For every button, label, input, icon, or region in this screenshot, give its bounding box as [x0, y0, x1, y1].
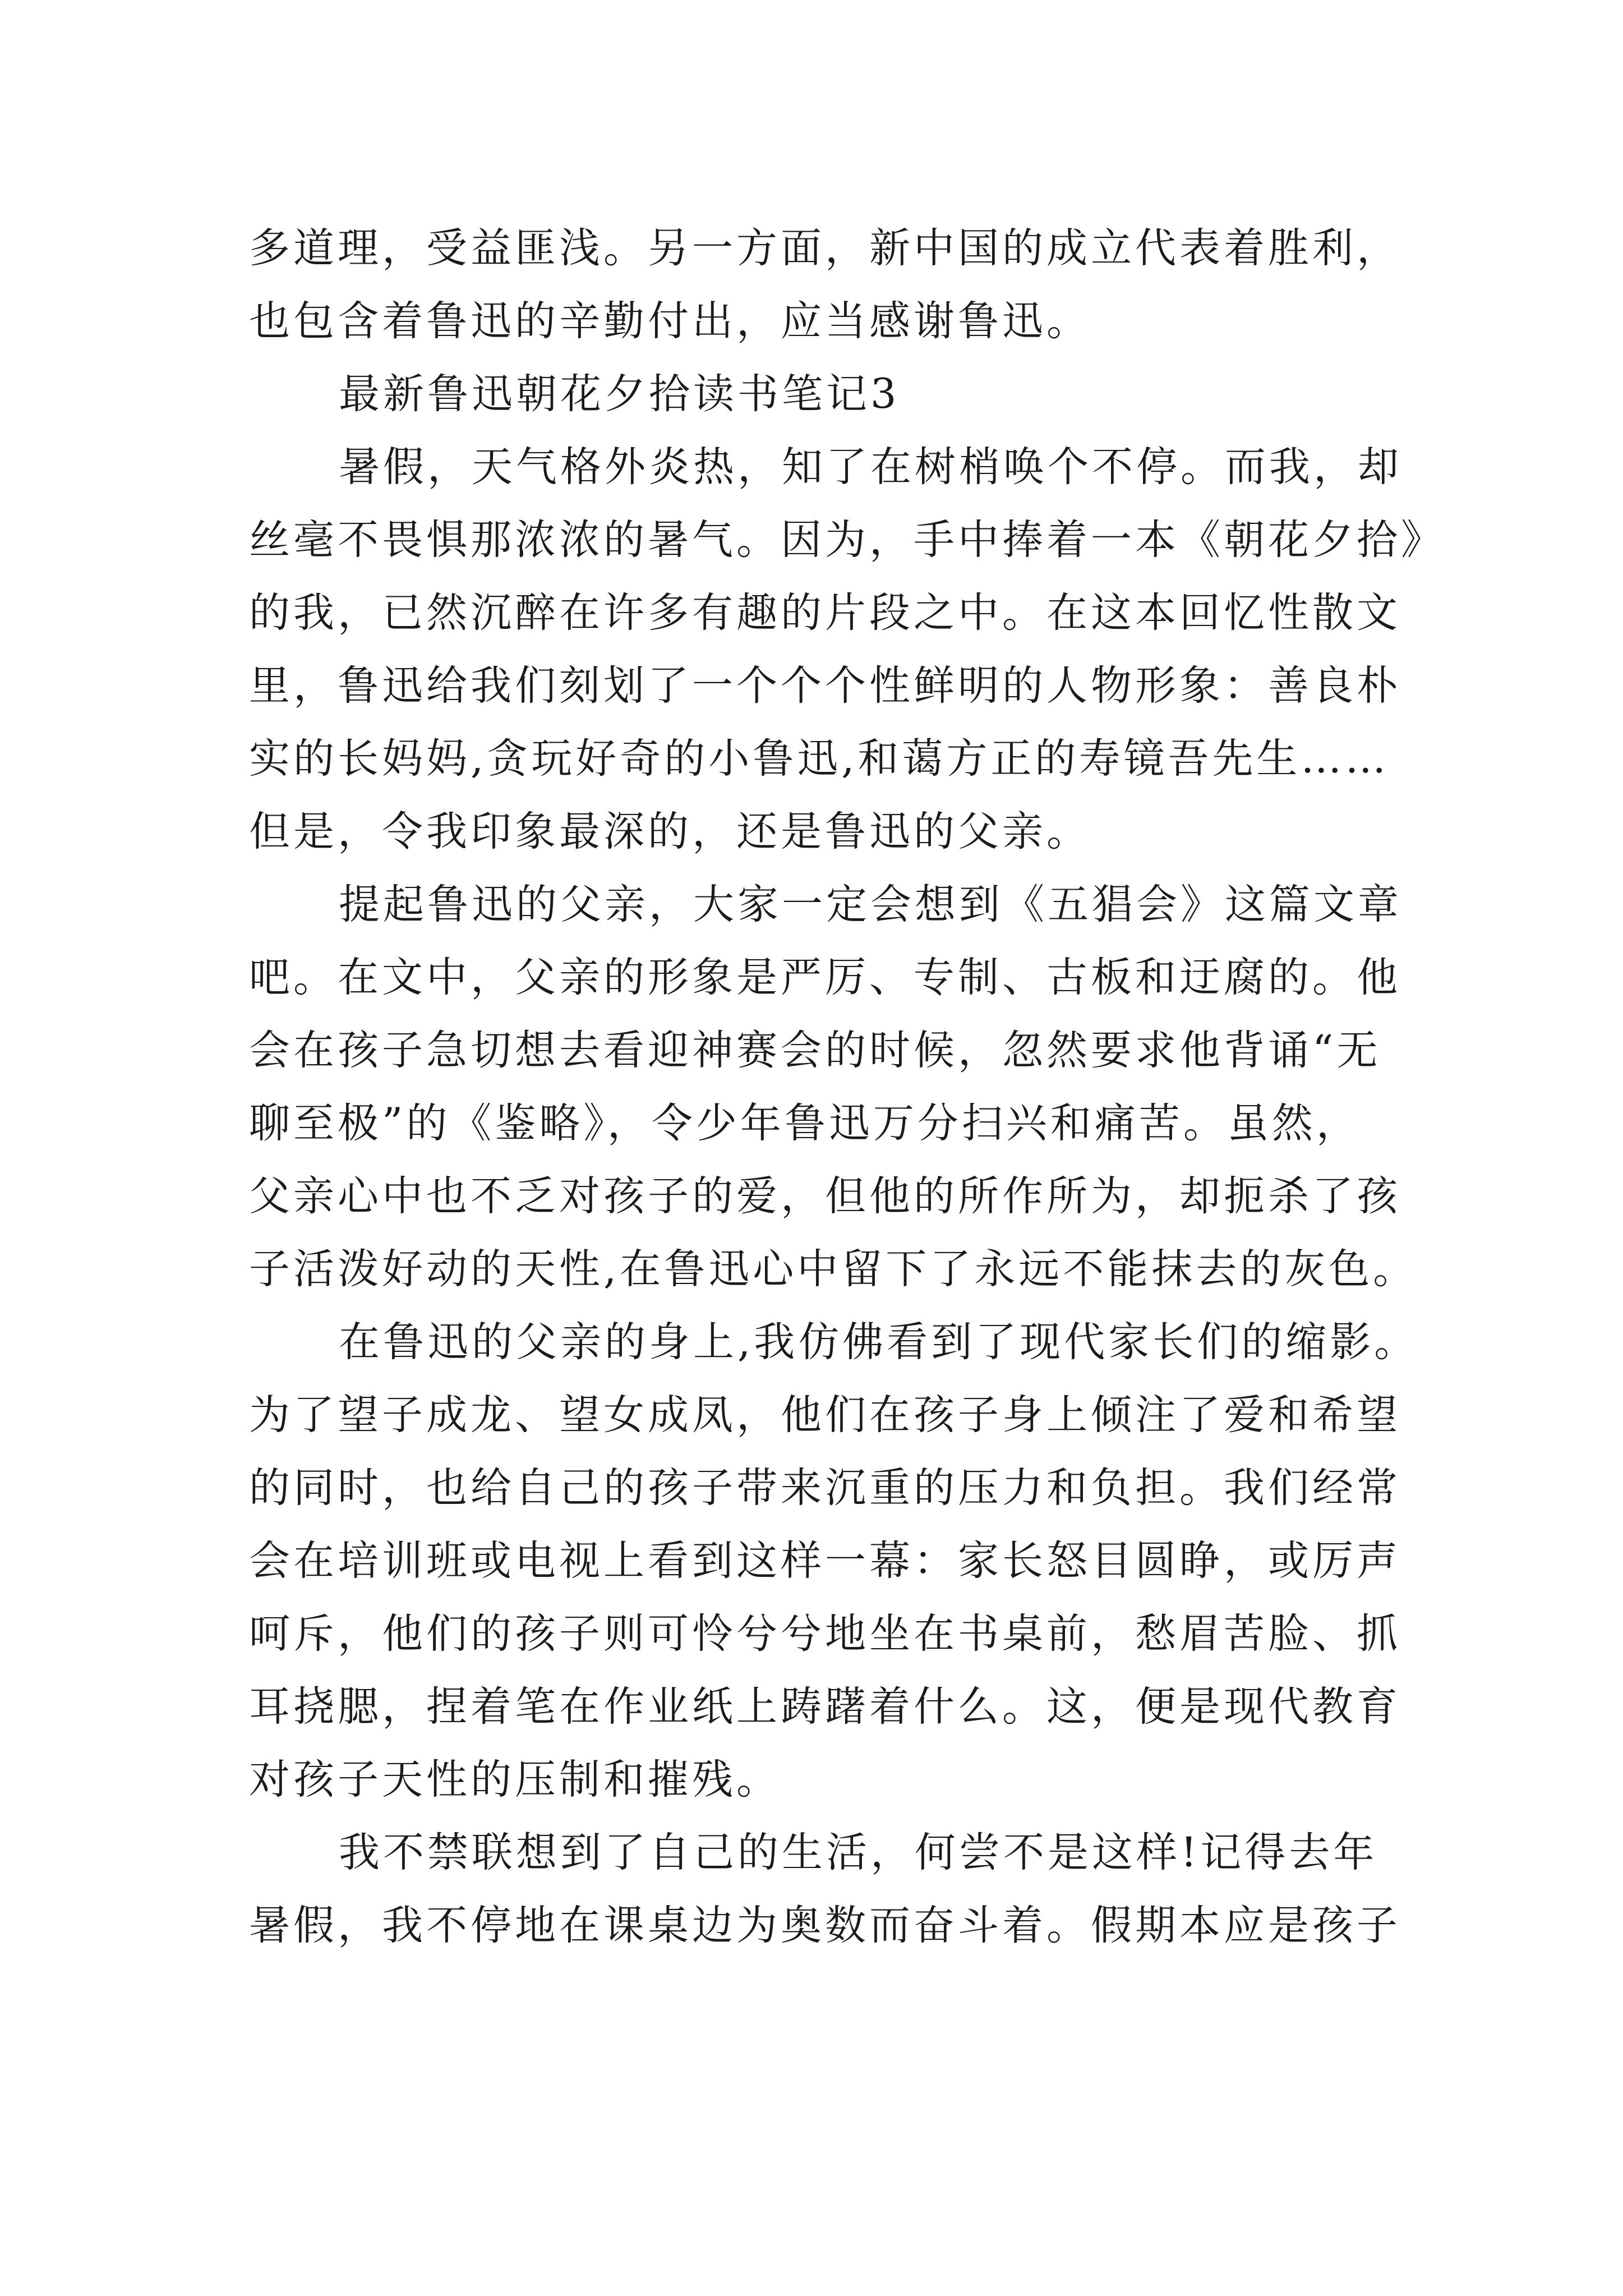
text-line: 暑假，我不停地在课桌边为奥数而奋斗着。假期本应是孩子: [249, 1902, 1401, 1949]
text-line: 我不禁联想到了自己的生活，何尝不是这样!记得去年: [339, 1829, 1378, 1876]
text-line: 的同时，也给自己的孩子带来沉重的压力和负担。我们经常: [249, 1464, 1401, 1512]
text-line: 多道理，受益匪浅。另一方面，新中国的成立代表着胜利，: [249, 224, 1401, 272]
text-line: 里，鲁迅给我们刻划了一个个个性鲜明的人物形象：善良朴: [249, 662, 1401, 710]
document-body: [249, 212, 1445, 1962]
text-line: 会在培训班或电视上看到这样一幕：家长怒目圆睁，或厉声: [249, 1537, 1401, 1585]
text-line: 的我，已然沉醉在许多有趣的片段之中。在这本回忆性散文: [249, 589, 1401, 637]
text-line: 但是，令我印象最深的，还是鲁迅的父亲。: [249, 808, 1091, 855]
text-line: 实的长妈妈,贪玩好奇的小鲁迅,和蔼方正的寿镜吾先生……: [249, 735, 1390, 783]
text-line: 暑假，天气格外炎热，知了在树梢唤个不停。而我，却: [339, 443, 1402, 491]
text-line: 为了望子成龙、望女成凤，他们在孩子身上倾注了爱和希望: [249, 1391, 1401, 1439]
text-line: 也包含着鲁迅的辛勤付出，应当感谢鲁迅。: [249, 297, 1091, 345]
text-line: 子活泼好动的天性,在鲁迅心中留下了永远不能抹去的灰色。: [249, 1245, 1418, 1293]
text-line: 对孩子天性的压制和摧残。: [249, 1756, 781, 1803]
text-line: 耳挠腮，捏着笔在作业纸上踌躇着什么。这，便是现代教育: [249, 1683, 1401, 1731]
text-line: 在鲁迅的父亲的身上,我仿佛看到了现代家长们的缩影。: [339, 1318, 1419, 1366]
text-line: 呵斥，他们的孩子则可怜兮兮地坐在书桌前，愁眉苦脸、抓: [249, 1610, 1401, 1658]
section-heading: 最新鲁迅朝花夕拾读书笔记3: [339, 370, 900, 418]
text-line: 父亲心中也不乏对孩子的爱，但他的所作所为，却扼杀了孩: [249, 1172, 1401, 1220]
text-line: 会在孩子急切想去看迎神赛会的时候，忽然要求他背诵“无: [249, 1027, 1381, 1074]
text-line: 聊至极”的《鉴略》，令少年鲁迅万分扫兴和痛苦。虽然，: [249, 1099, 1361, 1147]
text-line: 丝毫不畏惧那浓浓的暑气。因为，手中捧着一本《朝花夕拾》: [249, 516, 1445, 564]
text-line: 吧。在文中，父亲的形象是严厉、专制、古板和迂腐的。他: [249, 954, 1401, 1001]
text-line: 提起鲁迅的父亲，大家一定会想到《五猖会》这篇文章: [339, 881, 1402, 928]
